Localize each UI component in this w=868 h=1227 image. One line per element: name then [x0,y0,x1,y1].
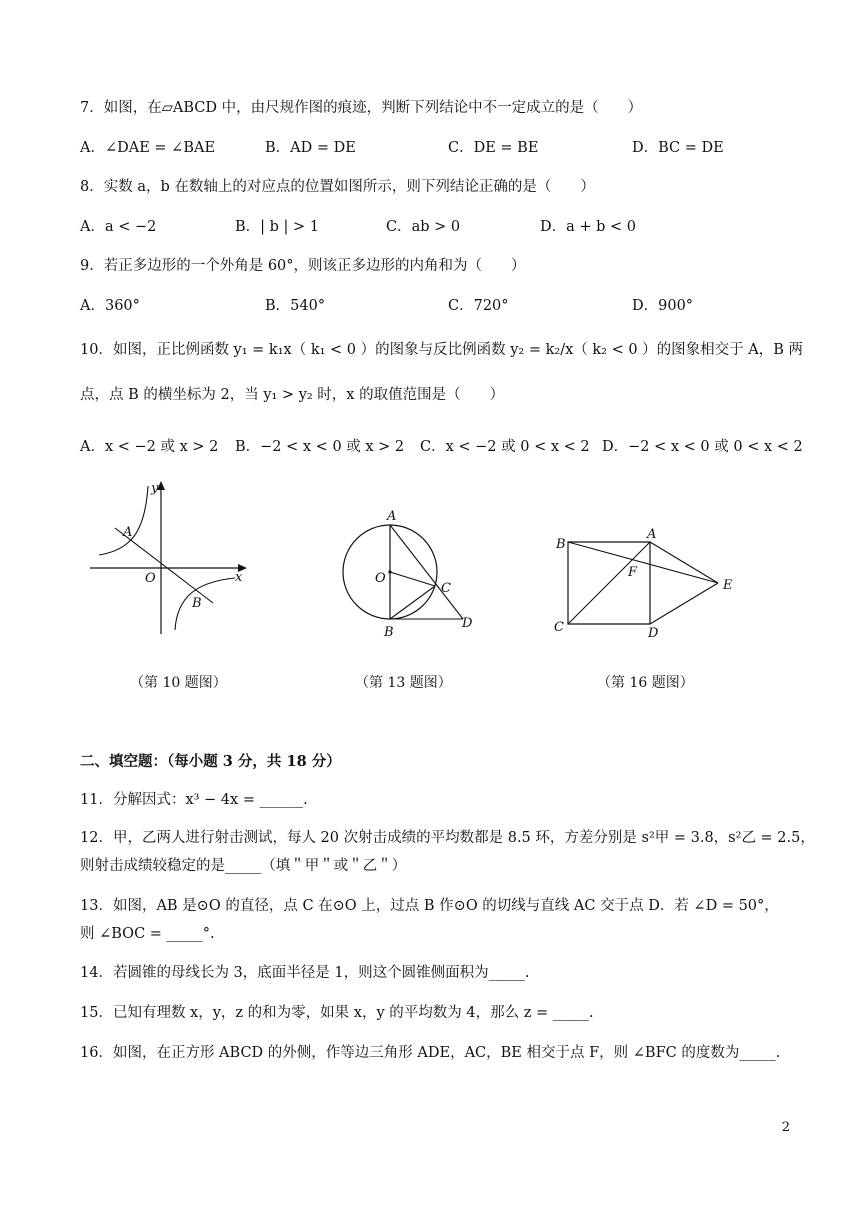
q9-stem: 9．若正多边形的一个外角是 60°，则该正多边形的内角和为（ ） [80,258,526,274]
fig10-label-o: O [145,571,156,586]
fig16-label-c: C [554,620,564,635]
q7-option-d: D．BC = DE [632,140,724,156]
figure-16 [548,525,748,643]
q10-option-a: A．x < −2 或 x > 2 [80,439,219,455]
q9-option-d: D．900° [632,298,694,314]
q7-option-b: B．AD = DE [265,140,356,156]
q16: 16．如图，在正方形 ABCD 的外侧，作等边三角形 ADE，AC，BE 相交于点 F，则 ∠BFC 的度数为_____. [80,1045,781,1061]
q12-line1: 12．甲，乙两人进行射击测试，每人 20 次射击成绩的平均数都是 8.5 环，方差分别是 s²甲 = 3.8，s²乙 = 2.5， [80,830,815,846]
figure-10-caption: （第 10 题图） [130,675,227,691]
q9-option-b: B．540° [265,298,326,314]
fig16-label-e: E [723,578,733,593]
q8-option-a: A．a < −2 [80,219,157,235]
q10-stem-line2: 点，点 B 的横坐标为 2，当 y₁ > y₂ 时，x 的取值范围是（ ） [80,387,505,403]
figure-10 [85,478,255,643]
section-2-title: 二、填空题：（每小题 3 分，共 18 分） [80,753,341,770]
q15: 15．已知有理数 x，y，z 的和为零，如果 x，y 的平均数为 4，那么 z = _____. [80,1005,594,1021]
fig13-label-d: D [462,616,473,631]
fig16-label-b: B [556,537,566,552]
fig10-label-b: B [192,596,202,611]
q7-option-a: A．∠DAE = ∠BAE [80,140,216,156]
q8-option-c: C．ab > 0 [386,219,461,235]
q10-option-d: D．−2 < x < 0 或 0 < x < 2 [602,439,803,455]
figure-13 [335,505,485,640]
fig13-label-o: O [375,571,386,586]
fig16-label-a: A [647,527,657,542]
q13-line1: 13．如图，AB 是⊙O 的直径，点 C 在⊙O 上，过点 B 作⊙O 的切线与直线 AC 交于点 D．若 ∠D = 50°， [80,898,779,914]
q7-option-c: C．DE = BE [448,140,539,156]
fig13-label-c: C [441,581,451,596]
q10-option-c: C．x < −2 或 0 < x < 2 [420,439,590,455]
figure-13-caption: （第 13 题图） [355,675,452,691]
figure-16-caption: （第 16 题图） [597,675,694,691]
q9-option-a: A．360° [80,298,140,314]
q9-option-c: C．720° [448,298,509,314]
fig10-label-y: y [151,481,159,496]
q12-line2: 则射击成绩较稳定的是_____（填＂甲＂或＂乙＂） [80,858,407,874]
q10-option-b: B．−2 < x < 0 或 x > 2 [235,439,405,455]
q8-option-b: B．| b | > 1 [235,219,320,235]
fig10-label-x: x [235,570,243,585]
q14: 14．若圆锥的母线长为 3，底面半径是 1，则这个圆锥侧面积为_____. [80,965,530,981]
fig13-label-a: A [387,509,397,524]
fig10-label-a: A [123,525,133,540]
q13-line2: 则 ∠BOC = _____°. [80,926,215,942]
q11: 11．分解因式：x³ − 4x = ______. [80,792,308,808]
fig16-label-f: F [628,565,638,580]
page-number: 2 [781,1120,790,1135]
q10-stem-line1: 10．如图，正比例函数 y₁ = k₁x（ k₁ < 0 ）的图象与反比例函数 y₂ = k₂/x（ k₂ < 0 ）的图象相交于 A，B 两 [80,342,804,358]
q8-option-d: D．a + b < 0 [540,219,637,235]
fig13-label-b: B [384,625,394,640]
q7-stem: 7．如图，在▱ABCD 中，由尺规作图的痕迹，判断下列结论中不一定成立的是（ ） [80,100,643,116]
fig16-label-d: D [648,626,659,641]
q8-stem: 8．实数 a，b 在数轴上的对应点的位置如图所示，则下列结论正确的是（ ） [80,179,595,195]
